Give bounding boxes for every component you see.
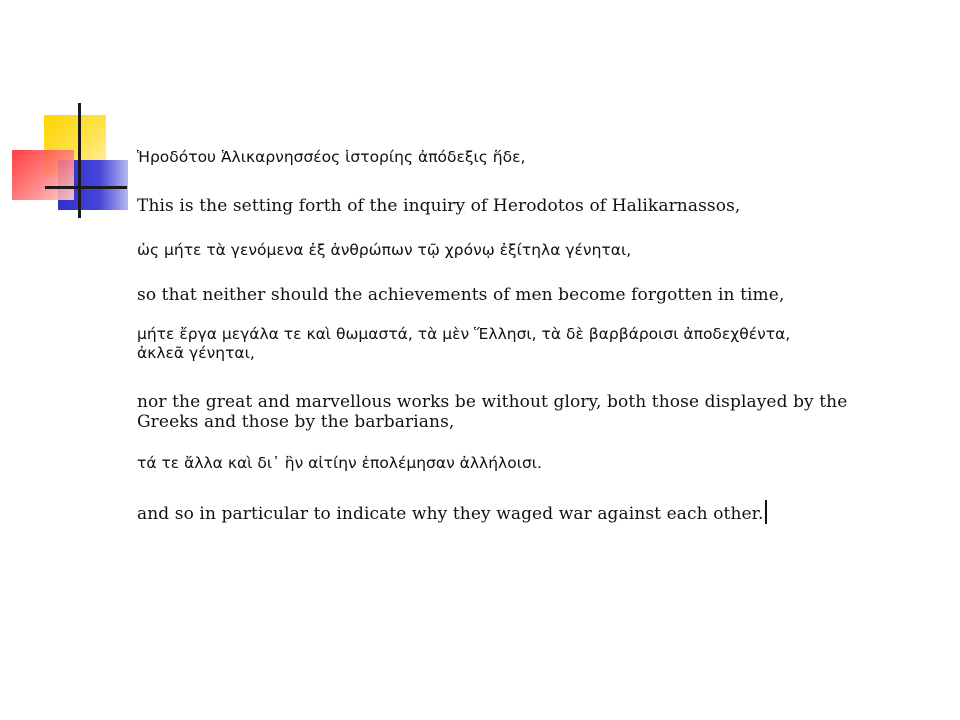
slide-decoration <box>0 0 140 230</box>
horizontal-rule-decoration <box>45 186 127 189</box>
english-line-4[interactable] <box>137 500 767 524</box>
red-square-decoration <box>12 150 74 200</box>
greek-line-2: ὡς μήτε τὰ γενόμενα ἐξ ἀνθρώπων τῷ χρόνῳ ἐξίτηλα γένηται, <box>137 241 632 259</box>
greek-line-1: Ἡροδότου Ἁλικαρνησσέος ἱστορίης ἀπόδεξις ἥδε, <box>137 148 526 166</box>
text-cursor <box>765 500 767 524</box>
english-line-3: nor the great and marvellous works be without glory, both those displayed by the Greeks and those by the barbarians, <box>137 392 848 432</box>
english-line-4-text: and so in particular to indicate why they waged war against each other. <box>137 504 764 524</box>
vertical-rule-decoration <box>78 103 81 218</box>
greek-line-4: τά τε ἄλλα καὶ δι᾽ ἣν αἰτίην ἐπολέμησαν ἀλλήλοισι. <box>137 454 542 472</box>
english-line-1: This is the setting forth of the inquiry of Herodotos of Halikarnassos, <box>137 196 741 216</box>
greek-line-3: μήτε ἔργα μεγάλα τε καὶ θωμαστά, τὰ μὲν Ἕλλησι, τὰ δὲ βαρβάροισι ἀποδεχθέντα, ἀκλεᾶ γένηται, <box>137 325 791 362</box>
english-line-2: so that neither should the achievements of men become forgotten in time, <box>137 285 785 305</box>
